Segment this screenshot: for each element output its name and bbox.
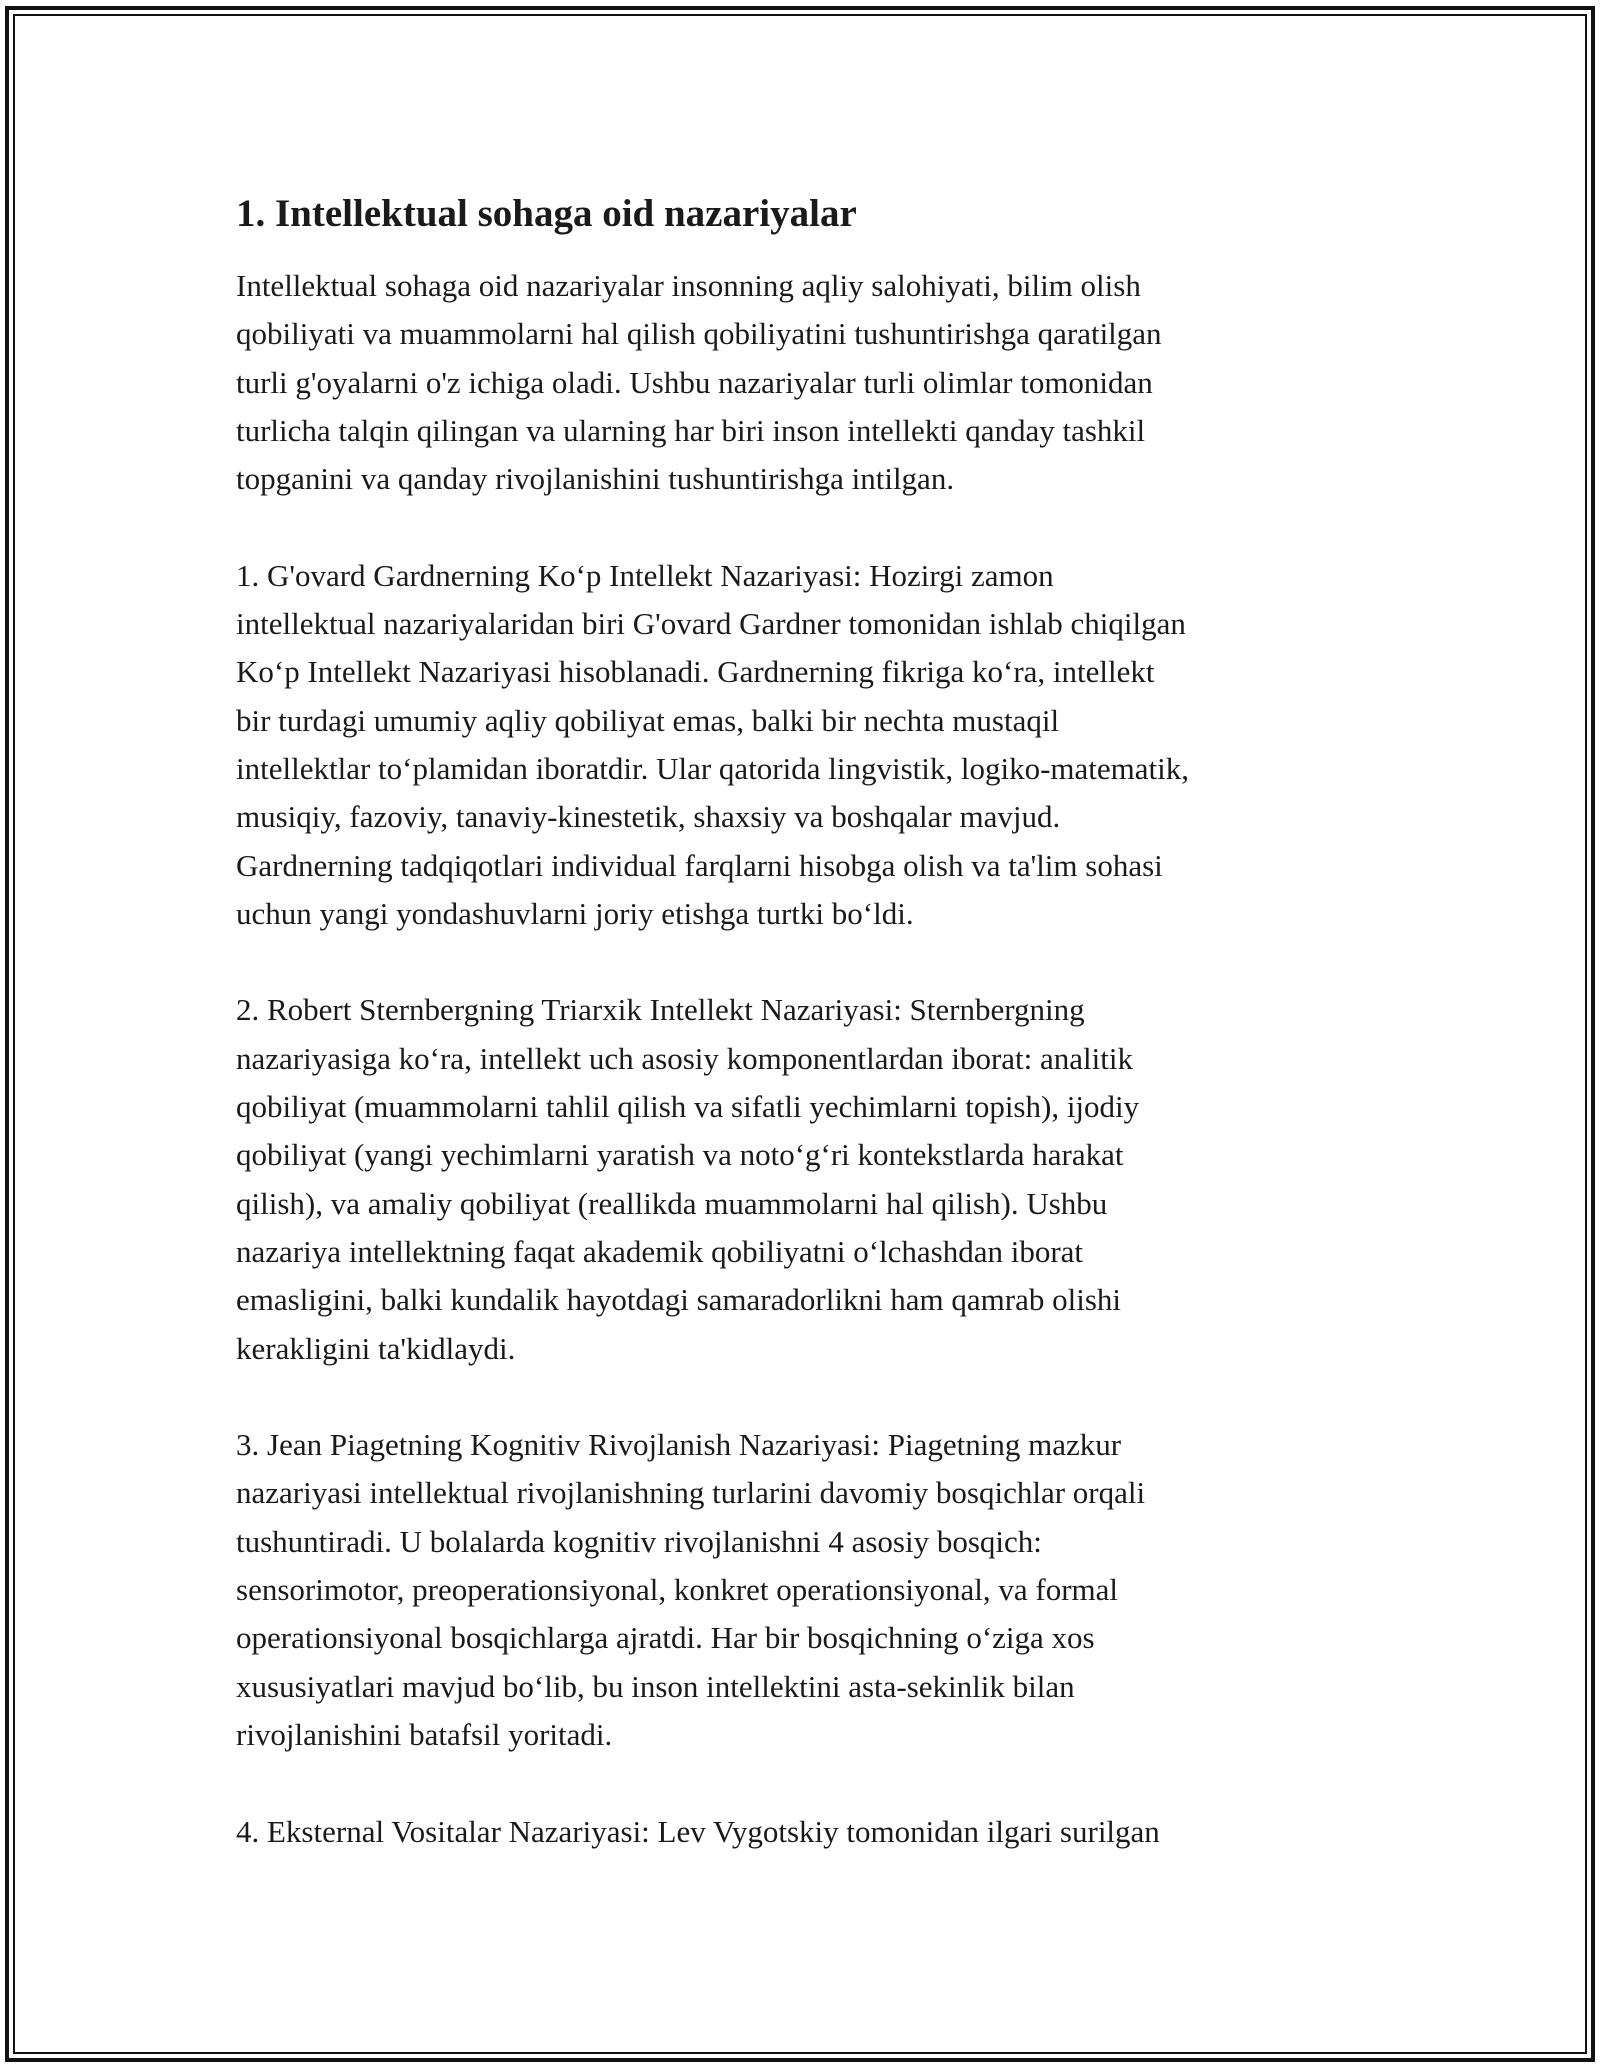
page-title: 1. Intellektual sohaga oid nazariyalar <box>236 192 857 235</box>
paragraph-vygotsky: 4. Eksternal Vositalar Nazariyasi: Lev Vygotskiy tomonidan ilgari surilgan <box>236 1813 1160 1849</box>
intro-paragraph: Intellektual sohaga oid nazariyalar insonning aqliy salohiyati, bilim olish qobiliyati va muammolarni hal qilish qobiliyatini tushuntirishga qaratilgan turli g'oyalarni o'z ichiga oladi. Ushbu nazariyalar turli olimlar tomonidan turlicha talqin qilingan va ularning har biri inson intellekti qanday tashkil topganini va qanday rivojlanishini tushuntirishga intilgan. <box>236 268 1162 497</box>
document-body <box>236 188 1386 1856</box>
paragraph-piaget: 3. Jean Piagetning Kognitiv Rivojlanish Nazariyasi: Piagetning mazkur nazariyasi intellektual rivojlanishning turlarini davomiy bosqichlar orqali tushuntiradi. U bolalarda kognitiv rivojlanishni 4 asosiy bosqich: sensorimotor, preoperationsiyonal, konkret operationsiyonal, va formal operationsiyonal bosqichlarga ajratdi. Har bir bosqichning o‘ziga xos xususiyatlari mavjud bo‘lib, bu inson intellektini asta-sekinlik bilan rivojlanishini batafsil yoritadi. <box>236 1427 1146 1752</box>
paragraph-gardner: 1. G'ovard Gardnerning Ko‘p Intellekt Nazariyasi: Hozirgi zamon intellektual nazariyalaridan biri G'ovard Gardner tomonidan ishlab chiqilgan Ko‘p Intellekt Nazariyasi hisoblanadi. Gardnerning fikriga ko‘ra, intellekt bir turdagi umumiy aqliy qobiliyat emas, balki bir nechta mustaqil intellektlar to‘plamidan iboratdir. Ular qatorida lingvistik, logiko-matematik, musiqiy, fazoviy, tanaviy-kinestetik, shaxsiy va boshqalar mavjud. Gardnerning tadqiqotlari individual farqlarni hisobga olish va ta'lim sohasi uchun yangi yondashuvlarni joriy etishga turtki bo‘ldi. <box>236 557 1190 931</box>
paragraph-sternberg: 2. Robert Sternbergning Triarxik Intellekt Nazariyasi: Sternbergning nazariyasiga ko‘ra, intellekt uch asosiy komponentlardan iborat: analitik qobiliyat (muammolarni tahlil qilish va sifatli yechimlarni topish), ijodiy qobiliyat (yangi yechimlarni yaratish va noto‘g‘ri kontekstlarda harakat qilish), va amaliy qobiliyat (reallikda muammolarni hal qilish). Ushbu nazariya intellektning faqat akademik qobiliyatni o‘lchashdan iborat emasligini, balki kundalik hayotdagi samaradorlikni ham qamrab olishi kerakligini ta'kidlaydi. <box>236 992 1140 1366</box>
